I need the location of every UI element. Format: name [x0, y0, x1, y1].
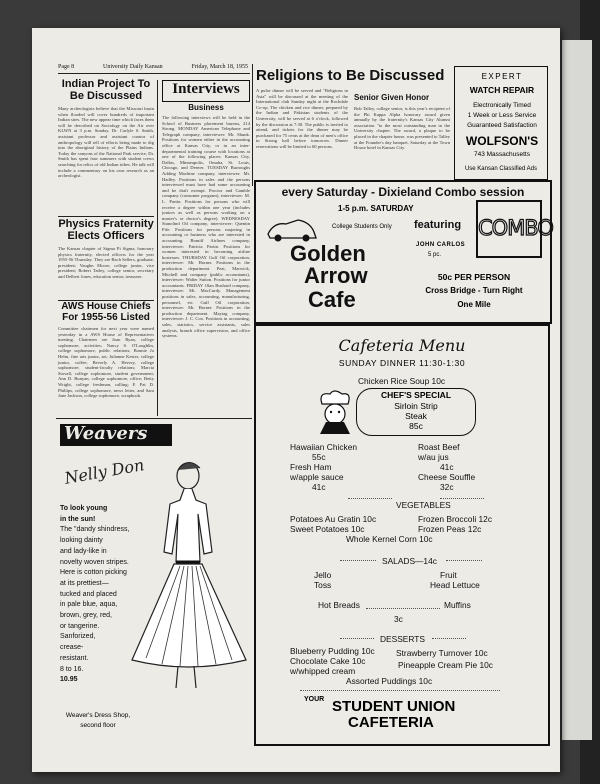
- wolfson-address: 743 Massachusetts: [473, 151, 530, 158]
- copy-line: 10.95: [60, 676, 78, 684]
- menu-subtitle: SUNDAY DINNER 11:30-1:30: [338, 358, 466, 368]
- veg-item: Potatoes Au Gratin 10c: [290, 514, 377, 524]
- copy-line: novelty woven stripes.: [60, 558, 129, 566]
- entree-price: 41c: [312, 482, 326, 492]
- menu-your: YOUR: [304, 696, 325, 703]
- cafe-name-3: Cafe: [308, 287, 356, 312]
- combo-logo: COMBO: [476, 200, 542, 258]
- entree-price: 32c: [440, 482, 454, 492]
- combo-students-only: College Students Only: [332, 224, 392, 230]
- indian-article: Many archeologists believe that the Missouri basin when flooded will cover hundreds of important Indian sites. The new appear time which faces them will be described on Sociology on the Air over KLWN at 3 p.m. Sunday. Dr. Carlyle S. Smith, assistant professor and assistant curator of anthropology will tell of efforts being made to dig into the aboriginal history of the Plains Indians. Today the canyons of the National Park service, Dr. Smith has spent four summers with student crews searching for relics of old Indian tribes. He talk will include a commentary on his own research as an archeologist.: [58, 106, 154, 179]
- entree-item: Cheese Souffle: [418, 472, 476, 482]
- column-divider: [157, 80, 158, 416]
- dessert-item: w/whipped cream: [290, 666, 356, 676]
- menu-divider: [432, 638, 466, 639]
- veg-heading: VEGETABLES: [396, 500, 451, 510]
- car-illustration-icon: [264, 214, 320, 244]
- entree-item: w/au jus: [418, 452, 449, 462]
- copy-line: Here is cotton picking: [60, 569, 127, 577]
- honor-headline: Senior Given Honor: [354, 93, 430, 102]
- combo-banner: every Saturday - Dixieland Combo session: [281, 185, 525, 199]
- entree-price: 41c: [440, 462, 454, 472]
- dessert-item: Strawberry Turnover 10c: [396, 648, 488, 658]
- menu-divider: [366, 608, 440, 609]
- salad-heading: SALADS—14c: [382, 556, 437, 566]
- salad-item: Jello: [314, 570, 332, 580]
- nelly-don-script: Nelly Don: [62, 455, 146, 488]
- aws-article: Committee chairmen for next year were named yesterday in a AWS House of Representatives meeting. Chairmen are Joan Ryan, college sophomore, activities; Nancy S. O'Loughlin, college sophomore, public relations; Bonnie Jo Helm, fine arts junior, art; Julianne Kester, college junior, coffee; Beverly A. Hervey, college sophomore, student-faculty relations; Marcia Stovall, college sophomore, student government; Ann D. Bunyan, college sophomore, office; Betty Wright, college freshman, calling; F. Pat D. Phillips, college sophomore, news letter, and Sara Jane Jackson, college sophomore, scrapbook.: [58, 326, 154, 399]
- issue-date: Friday, March 18, 1955: [191, 64, 248, 70]
- combo-featuring: featuring: [414, 219, 462, 231]
- entree-item: Hawaiian Chicken: [290, 442, 358, 452]
- religions-article: A pulse dinner will be served and "Religions in Asia" will be discussed at the meeting of the International club Sunday night at the Rochdale Co-op. The chicken and rice dinner, prepared by the Indian and Pakistan students of the University, will be served at 6 o'clock, followed by the discussion at 7:30. The public is invited to attend, and tickets for the dinner may be purchased for 75 cents at the dean of men's office in Strong hall before tomorrow. Dinner reservations will be limited to 60 persons.: [256, 88, 348, 149]
- menu-divider: [340, 560, 376, 561]
- copy-line: resistant.: [60, 654, 89, 662]
- menu-divider: [340, 638, 374, 639]
- special-item: Steak: [405, 411, 427, 421]
- religions-headline: Religions to Be Discussed: [256, 67, 445, 84]
- special-price: 85c: [409, 421, 423, 431]
- interviews-headline: Interviews: [172, 81, 240, 97]
- indian-headline: Indian Project To Be Discussed: [61, 78, 151, 102]
- copy-line: 8 to 16.: [60, 665, 84, 673]
- honor-article: Bob Talley, college senior, is this year's recipient of the Phi Kappa Alpha honorary award given annually by the fraternity's Kansas City Alumni association "to the most outstanding man in the University chapter. The award, a plaque to be placed in the chapter house, was presented to Talley at the Founder's day banquet, Saturday at the Town House hotel in Kansas City.: [354, 106, 450, 151]
- dessert-item: Blueberry Pudding 10c: [290, 646, 375, 656]
- copy-line: To look young: [60, 505, 108, 512]
- veg-item: Sweet Potatoes 10c: [290, 524, 365, 534]
- page-masthead: [58, 64, 248, 70]
- salad-item: Fruit: [440, 570, 457, 580]
- combo-directions: Cross Bridge - Turn Right: [425, 286, 523, 295]
- salad-item: Head Lettuce: [430, 580, 480, 590]
- interviews-subhead: Business: [188, 103, 224, 112]
- cafe-name-2: Arrow: [304, 263, 368, 288]
- veg-item: Frozen Broccoli 12c: [418, 514, 493, 524]
- combo-distance: One Mile: [457, 300, 491, 309]
- column-divider: [252, 64, 253, 186]
- combo-pieces: 5 pc.: [428, 252, 442, 258]
- dress-model-illustration-icon: [128, 452, 252, 692]
- copy-line: brown, grey, red,: [60, 612, 113, 620]
- veg-item: Frozen Peas 12c: [418, 524, 482, 534]
- weavers-logo: Weavers: [64, 423, 148, 444]
- aws-headline: AWS House Chiefs For 1955-56 Listed: [61, 301, 151, 323]
- bread-item: Muffins: [444, 600, 471, 610]
- salad-item: Toss: [314, 580, 332, 590]
- copy-line: looking dainty: [60, 537, 103, 545]
- wolfson-expert: EXPERT: [481, 72, 523, 81]
- copy-line: Sanforized,: [60, 633, 96, 641]
- entree-item: w/apple sauce: [290, 472, 344, 482]
- section-rule: [56, 418, 252, 419]
- menu-divider: [348, 498, 392, 499]
- union-cafeteria: CAFETERIA: [348, 714, 434, 731]
- combo-time: 1-5 p.m. SATURDAY: [338, 204, 414, 213]
- menu-title: Cafeteria Menu: [338, 336, 466, 355]
- entree-item: Fresh Ham: [290, 462, 332, 472]
- copy-line: crease-: [60, 644, 84, 652]
- copy-line: tucked and placed: [60, 590, 117, 598]
- menu-divider: [446, 560, 482, 561]
- column-rule: [58, 216, 154, 217]
- wolfson-line: 1 Week or Less Service: [467, 112, 537, 119]
- special-item: Sirloin Strip: [394, 401, 438, 411]
- union-name: STUDENT UNION: [332, 698, 456, 715]
- physics-article: The Kansas chapter of Sigma Pi Sigma, honorary physics fraternity, elected officers for the year 1955-56 Thursday. They are Bach Sellers, graduate, president; Vaughn Moore, college junior, vice president; Robert Tatley, college senior, secretary and Delbert Jones, education senior, treasurer.: [58, 246, 154, 279]
- interviews-article: The following interviews will be held in the School of Business placement bureau, 214 Strong. MONDAY American Telephone and Telegraph company, interviewer: Mr. Shunk. Positions for women either in the accounting office at Kansas City, or in an inter-departmental training course with locations at one of the following places: Kansas City, Dallas, Minneapolis, Omaha, St. Louis, Chicago, and Denver. TUESDAY Burroughs Adding Machine company, interviewer: Mr. Hadley. Positions in sales and the persons interviewed must have had some accounting and be draft exempt. Proctor and Gamble company (consumer program), interviewer: M. L. Partin. Positions for persons who will receive a degree within one year (includes juniors as well as persons working on a master's or doctor's degree). WEDNESDAY Stanolind Oil company, interviewer: Quentin Fife. Positions for persons majoring in accounting or business who are interested in accounting. Braniff Airlines company, interviewer: Patricia Partin. Positions for women interested in becoming airline hostesses. THURSDAY Gulf Oil corporation, interviewer: Mr. Horner. Positions in the production department. Peat, Marwick, Mitchell and company (public accountants), interviewer: Walter Sutton. Positions for junior accountants. FRIDAY Olan Bushard company, interviewer: Mr. MacCurdy. Management positions in sales, accounting, manufacturing, personnel, etc. Gulf Oil corporation, interviewer: Mr. Horner. Positions in the production department. Maytag company, interviewer: J. C. Cox. Positions in accounting, sales, statistics, service assistants, sales analysts, branch office supervision, and office systems.: [162, 115, 250, 339]
- weavers-shop: Weaver's Dress Shop,: [65, 712, 131, 719]
- copy-line: in the sun!: [60, 515, 96, 523]
- wolfson-watch: WATCH REPAIR: [469, 85, 535, 95]
- menu-divider: [440, 498, 484, 499]
- weavers-copy: [60, 504, 132, 686]
- classified-note: Use Kansan Classified Ads: [464, 166, 538, 172]
- dessert-item: Assorted Puddings 10c: [346, 676, 433, 686]
- wolfson-line: Guaranteed Satisfaction: [467, 122, 537, 129]
- menu-divider: [300, 690, 500, 691]
- bread-item: Hot Breads: [318, 600, 360, 610]
- masthead-rule: [58, 73, 250, 74]
- veg-item: Whole Kernel Corn 10c: [346, 534, 433, 544]
- copy-line: in pale blue, aqua,: [60, 601, 118, 609]
- wolfson-line: Electronically Timed: [473, 102, 531, 109]
- copy-line: and lady-like in: [60, 547, 107, 555]
- physics-headline: Physics Fraternity Elects Officers: [58, 218, 154, 242]
- dessert-item: Chocolate Cake 10c: [290, 656, 366, 666]
- combo-musician: JOHN CARLOS: [416, 242, 466, 248]
- entree-price: 55c: [312, 452, 326, 462]
- copy-line: The "dandy shindress,: [60, 526, 130, 534]
- special-heading: CHEF'S SPECIAL: [380, 390, 452, 400]
- menu-soup: Chicken Rice Soup 10c: [358, 376, 446, 386]
- combo-price: 50c PER PERSON: [437, 272, 511, 282]
- paper-name: University Daily Kansan: [103, 64, 163, 70]
- copy-line: or tangerine.: [60, 622, 100, 630]
- entree-item: Roast Beef: [418, 442, 460, 452]
- dessert-item: Pineapple Cream Pie 10c: [398, 660, 493, 670]
- wolfson-name: WOLFSON'S: [465, 134, 539, 148]
- cafe-name-1: Golden: [290, 241, 366, 266]
- bread-price: 3c: [394, 614, 403, 624]
- page-number: Page 8: [58, 64, 75, 70]
- copy-line: at its prettiest—: [60, 579, 109, 587]
- chef-illustration-icon: [312, 390, 356, 436]
- weavers-floor: second floor: [80, 722, 116, 729]
- dessert-heading: DESSERTS: [380, 634, 425, 644]
- next-page-edge: [562, 40, 592, 740]
